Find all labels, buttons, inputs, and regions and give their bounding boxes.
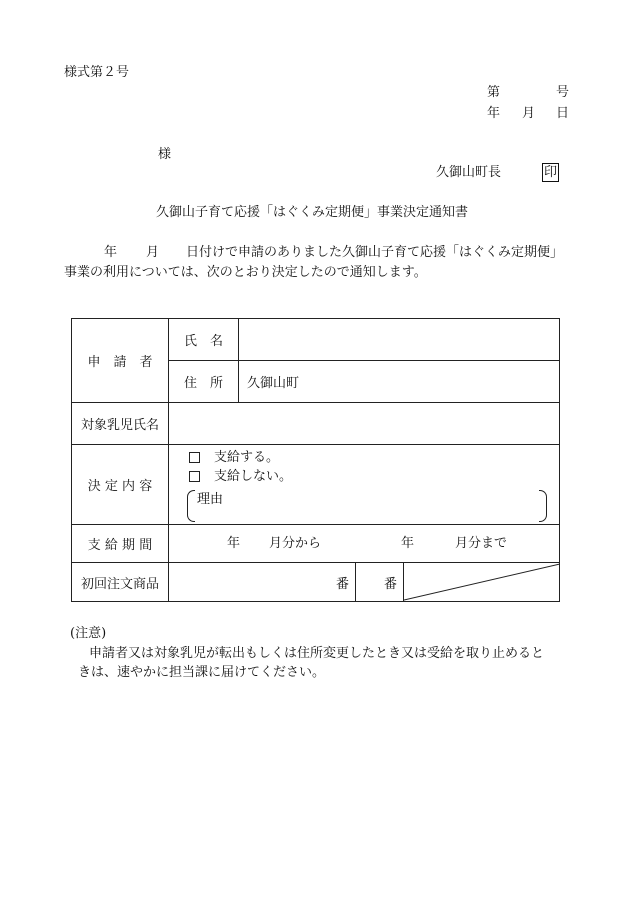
issuer: 久御山町長 (436, 165, 502, 180)
intro-line2: 事業の利用については、次のとおり決定したので通知します。 (64, 265, 427, 280)
no-pay-checkbox[interactable] (189, 471, 200, 482)
ban-label-2: 番 (383, 576, 397, 592)
intro-line1: 日付けで申請のありました久御山子育て応援「はぐくみ定期便」 (186, 245, 564, 260)
reason-label: 理由 (197, 492, 224, 507)
applicant-name-field[interactable] (239, 319, 560, 361)
date-day: 日 (556, 106, 570, 121)
diagonal-line (404, 563, 560, 601)
pay-checkbox[interactable] (189, 452, 200, 463)
option-no-pay[interactable] (169, 467, 559, 486)
period-to-month: 月分まで (455, 536, 508, 551)
intro-month: 月 (146, 245, 160, 260)
right-bracket-icon (539, 490, 547, 522)
period-field[interactable] (169, 525, 560, 563)
addressee-suffix: 様 (158, 147, 172, 162)
period-label: 支 給 期 間 (72, 525, 169, 563)
decision-label: 決 定 内 容 (72, 445, 169, 525)
period-from-year: 年 (227, 536, 241, 551)
decision-cell (169, 445, 560, 525)
seal: 印 (544, 165, 558, 180)
option-pay[interactable] (169, 448, 559, 467)
reason-box[interactable] (187, 490, 547, 522)
document-title: 久御山子育て応援「はぐくみ定期便」事業決定通知書 (156, 205, 469, 220)
application-decision-table (71, 318, 560, 602)
date-year: 年 (487, 106, 501, 121)
period-to-year: 年 (401, 536, 415, 551)
first-order-item-1[interactable] (169, 563, 356, 602)
period-from-month: 月分から (269, 536, 322, 551)
notes-line2: きは、速やかに担当課に届けてください。 (78, 665, 326, 680)
child-name-field[interactable] (169, 403, 560, 445)
left-bracket-icon (187, 490, 195, 522)
address-field[interactable]: 久御山町 (239, 361, 560, 403)
first-order-label: 初回注文商品 (72, 563, 169, 602)
notes-heading: (注意) (70, 626, 107, 641)
address-label: 住 所 (169, 361, 239, 403)
document-number-suffix: 号 (556, 85, 570, 100)
first-order-item-2[interactable] (356, 563, 404, 602)
option-no-pay-label: 支給しない。 (214, 469, 293, 484)
form-number: 様式第２号 (64, 65, 130, 80)
option-pay-label: 支給する。 (214, 450, 280, 465)
applicant-label: 申 請 者 (72, 319, 169, 403)
intro-year: 年 (104, 245, 118, 260)
first-order-void-cell (404, 563, 560, 602)
child-name-label: 対象乳児氏名 (72, 403, 169, 445)
name-label: 氏 名 (169, 319, 239, 361)
ban-label-1: 番 (335, 576, 349, 592)
notes-line1: 申請者又は対象乳児が転出もしくは住所変更したとき又は受給を取り止めると (89, 646, 545, 661)
date-month: 月 (522, 106, 536, 121)
document-number-prefix: 第 (487, 85, 501, 100)
